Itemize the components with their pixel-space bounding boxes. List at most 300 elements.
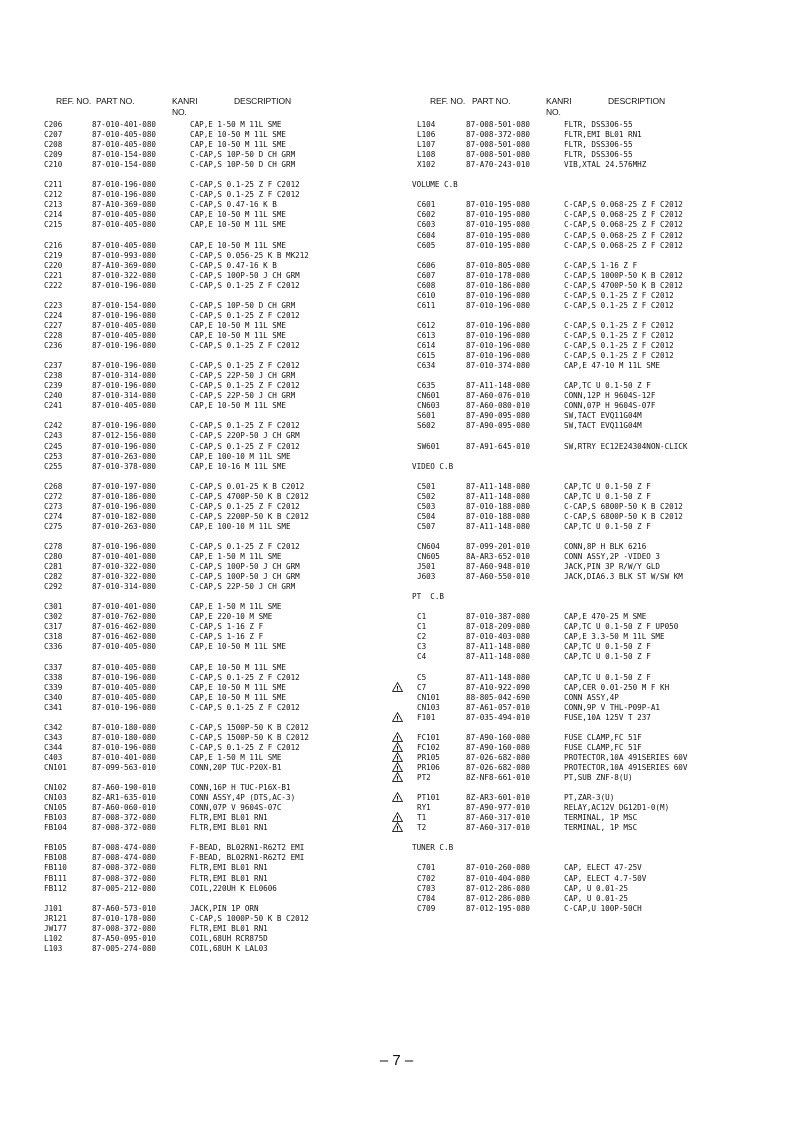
part-description: C-CAP,S 100P-50 J CH GRM bbox=[190, 572, 300, 582]
row-spacer bbox=[412, 723, 782, 733]
part-description: C-CAP,S 0.068-25 Z F C2012 bbox=[564, 200, 683, 210]
part-description: CAP,CER 0.01-250 M F KH bbox=[564, 682, 670, 692]
part-no: 87-010-196-080 bbox=[92, 280, 157, 290]
parts-row bbox=[44, 793, 384, 803]
part-no: 87-010-322-080 bbox=[92, 572, 157, 582]
part-description: CAP,E 10-50 M 11L SME bbox=[190, 240, 287, 250]
part-description: C-CAP,S 1-16 Z F bbox=[190, 632, 264, 642]
parts-row bbox=[44, 442, 384, 452]
part-no: 87-A11-148-080 bbox=[466, 521, 531, 531]
part-no: 87-005-212-080 bbox=[92, 883, 157, 893]
part-no: 87-A11-148-080 bbox=[466, 642, 531, 652]
parts-row bbox=[44, 271, 384, 281]
parts-row bbox=[44, 140, 384, 150]
parts-row bbox=[396, 823, 782, 833]
part-description: CAP,E 10-50 M 11L SME bbox=[190, 682, 287, 692]
part-description: JACK,PIN 1P ORN bbox=[190, 903, 259, 913]
row-spacer bbox=[44, 351, 384, 361]
part-no: 87-A60-317-010 bbox=[466, 823, 531, 833]
section-title: TUNER C.B bbox=[412, 843, 454, 853]
part-description: CONN,8P H BLK 6216 bbox=[564, 541, 647, 551]
ref-no: CN102 bbox=[44, 783, 67, 793]
parts-row bbox=[44, 874, 384, 884]
part-description: C-CAP,S 1500P-50 K B C2012 bbox=[190, 732, 309, 742]
part-description: FLTR,EMI BL01 RN1 bbox=[190, 923, 268, 933]
ref-no: C615 bbox=[417, 351, 436, 361]
part-description: CAP,E 10-50 M 11L SME bbox=[190, 662, 287, 672]
part-no: 87-010-196-080 bbox=[92, 310, 157, 320]
parts-list-left bbox=[44, 120, 384, 954]
ref-no: C210 bbox=[44, 160, 63, 170]
parts-row bbox=[44, 562, 384, 572]
parts-row bbox=[44, 552, 384, 562]
ref-no: C223 bbox=[44, 300, 63, 310]
part-no: 87-A90-095-080 bbox=[466, 421, 531, 431]
part-no: 87-010-263-080 bbox=[92, 451, 157, 461]
part-no: 87-010-195-080 bbox=[466, 200, 531, 210]
part-no: 87-010-387-080 bbox=[466, 612, 531, 622]
part-no: 87-010-263-080 bbox=[92, 521, 157, 531]
part-description: C-CAP,S 0.1-25 Z F C2012 bbox=[190, 180, 300, 190]
part-description: CAP,E 1-50 M 11L SME bbox=[190, 602, 282, 612]
part-no: 87-010-322-080 bbox=[92, 562, 157, 572]
part-no: 87-010-404-080 bbox=[466, 873, 531, 883]
ref-no: C253 bbox=[44, 451, 63, 461]
part-no: 87-099-201-010 bbox=[466, 541, 531, 551]
ref-no: J603 bbox=[417, 572, 436, 582]
part-no: 87-A90-160-080 bbox=[466, 742, 531, 752]
part-no: 87-010-195-080 bbox=[466, 210, 531, 220]
ref-no: C343 bbox=[44, 732, 63, 742]
ref-no: C608 bbox=[417, 280, 436, 290]
parts-row bbox=[44, 602, 384, 612]
part-no: 87-010-401-080 bbox=[92, 602, 157, 612]
part-no: 87-010-762-080 bbox=[92, 612, 157, 622]
part-description: JACK,DIA6.3 BLK ST W/SW KM bbox=[564, 572, 683, 582]
parts-row bbox=[412, 642, 782, 652]
part-description: C-CAP,S 1000P-50 K B C2012 bbox=[564, 270, 683, 280]
parts-row bbox=[396, 682, 782, 693]
ref-no: C207 bbox=[44, 130, 63, 140]
parts-row bbox=[396, 732, 782, 743]
part-description: FUSE CLAMP,FC 51F bbox=[564, 732, 642, 742]
parts-row bbox=[412, 361, 782, 371]
part-no: 87-A60-948-010 bbox=[466, 562, 531, 572]
part-description: C-CAP,S 0.1-25 Z F C2012 bbox=[190, 501, 300, 511]
parts-row bbox=[412, 130, 782, 140]
section-title: PT C.B bbox=[412, 592, 445, 602]
parts-row bbox=[44, 843, 384, 853]
ref-no: C5 bbox=[417, 672, 427, 682]
svg-text:!: ! bbox=[396, 736, 399, 742]
row-spacer bbox=[412, 452, 782, 462]
part-description: C-CAP,S 10P-50 D CH GRM bbox=[190, 300, 296, 310]
part-description: C-CAP,S 0.1-25 Z F C2012 bbox=[190, 361, 300, 371]
part-no: 87-A61-057-010 bbox=[466, 702, 531, 712]
part-description: CAP,TC U 0.1-50 Z F bbox=[564, 381, 651, 391]
part-no: 87-A60-317-010 bbox=[466, 813, 531, 823]
parts-row bbox=[412, 803, 782, 813]
header-kanri: KANRI NO. bbox=[172, 96, 198, 117]
parts-row bbox=[44, 663, 384, 673]
ref-no: C209 bbox=[44, 150, 63, 160]
parts-row bbox=[412, 512, 782, 522]
part-description: C-CAP,S 0.1-25 Z F C2012 bbox=[190, 381, 300, 391]
part-no: 87-010-314-080 bbox=[92, 582, 157, 592]
ref-no: C245 bbox=[44, 441, 63, 451]
part-no: 87-010-196-080 bbox=[92, 190, 157, 200]
parts-row bbox=[44, 944, 384, 954]
part-no: 87-A10-922-090 bbox=[466, 682, 531, 692]
parts-row bbox=[44, 673, 384, 683]
part-no: 87-012-195-080 bbox=[466, 903, 531, 913]
ref-no: C501 bbox=[417, 481, 436, 491]
row-spacer bbox=[412, 783, 782, 793]
ref-no: C228 bbox=[44, 330, 63, 340]
parts-row bbox=[412, 492, 782, 502]
part-description: FLTR,EMI BL01 RN1 bbox=[190, 823, 268, 833]
section-title: VOLUME C.B bbox=[412, 180, 458, 190]
part-no: 87-008-372-080 bbox=[92, 923, 157, 933]
safety-warning-icon bbox=[392, 752, 403, 762]
parts-row bbox=[44, 261, 384, 271]
parts-row bbox=[44, 251, 384, 261]
part-no: 87-010-403-080 bbox=[466, 632, 531, 642]
ref-no: C612 bbox=[417, 320, 436, 330]
ref-no: CN101 bbox=[417, 692, 440, 702]
part-no: 87-005-274-080 bbox=[92, 943, 157, 953]
row-spacer bbox=[412, 190, 782, 200]
part-no: 87-010-322-080 bbox=[92, 270, 157, 280]
part-no: 87-A11-148-080 bbox=[466, 652, 531, 662]
parts-row bbox=[44, 823, 384, 833]
row-spacer bbox=[412, 663, 782, 673]
ref-no: C211 bbox=[44, 180, 63, 190]
part-description: CAP,E 10-50 M 11L SME bbox=[190, 140, 287, 150]
part-no: 87-010-196-080 bbox=[92, 742, 157, 752]
parts-row bbox=[412, 552, 782, 562]
parts-row bbox=[44, 401, 384, 411]
svg-text:!: ! bbox=[396, 776, 399, 783]
part-no: 87-010-374-080 bbox=[466, 361, 531, 371]
parts-row bbox=[44, 241, 384, 251]
part-description: C-CAP,S 1-16 Z F bbox=[564, 260, 638, 270]
part-no: 87-010-405-080 bbox=[92, 140, 157, 150]
part-no: 87-008-372-080 bbox=[92, 823, 157, 833]
part-no: 87-010-180-080 bbox=[92, 732, 157, 742]
part-description: C-CAP,S 10P-50 D CH GRM bbox=[190, 160, 296, 170]
parts-row bbox=[44, 632, 384, 642]
parts-row bbox=[44, 371, 384, 381]
part-description: CAP,E 220-10 M SME bbox=[190, 612, 273, 622]
part-description: CAP,E 1-50 M 11L SME bbox=[190, 752, 282, 762]
part-description: CAP,E 10-50 M 11L SME bbox=[190, 130, 287, 140]
parts-row bbox=[412, 411, 782, 421]
ref-no: C208 bbox=[44, 140, 63, 150]
parts-row bbox=[412, 391, 782, 401]
column-header bbox=[44, 94, 384, 120]
parts-row bbox=[44, 492, 384, 502]
ref-no: C216 bbox=[44, 240, 63, 250]
ref-no: FB110 bbox=[44, 863, 67, 873]
part-description: C-CAP,S 0.1-25 Z F C2012 bbox=[564, 330, 674, 340]
part-no: 87-A91-645-010 bbox=[466, 441, 531, 451]
row-spacer bbox=[44, 894, 384, 904]
ref-no: CN101 bbox=[44, 763, 67, 772]
parts-row bbox=[396, 773, 782, 783]
parts-row bbox=[396, 763, 782, 773]
parts-row bbox=[412, 542, 782, 552]
ref-no: C606 bbox=[417, 260, 436, 270]
part-no: 87-010-188-080 bbox=[466, 511, 531, 521]
svg-text:!: ! bbox=[396, 685, 399, 692]
part-no: 87-010-186-080 bbox=[466, 280, 531, 290]
ref-no: CN103 bbox=[417, 702, 440, 712]
column-header bbox=[412, 94, 782, 120]
row-spacer bbox=[44, 713, 384, 723]
part-no: 87-010-196-080 bbox=[92, 672, 157, 682]
row-spacer bbox=[412, 472, 782, 482]
header-description: DESCRIPTION bbox=[608, 96, 665, 106]
part-no: 87-A50-095-010 bbox=[92, 933, 157, 943]
part-description: C-CAP,S 0.1-25 Z F C2012 bbox=[564, 320, 674, 330]
parts-row bbox=[412, 241, 782, 251]
part-no: 87-012-286-080 bbox=[466, 893, 531, 903]
parts-row bbox=[412, 502, 782, 512]
part-no: 87-008-372-080 bbox=[92, 863, 157, 873]
ref-no: C255 bbox=[44, 461, 63, 471]
part-no: 8Z-AR1-635-010 bbox=[92, 793, 157, 803]
part-description: CAP,E 3.3-50 M 11L SME bbox=[564, 632, 665, 642]
safety-warning-icon bbox=[392, 792, 403, 802]
part-description: PROTECTOR,10A 491SERIES 60V bbox=[564, 752, 688, 762]
part-description: C-CAP,S 4700P-50 K B C2012 bbox=[190, 491, 309, 501]
ref-no: C219 bbox=[44, 250, 63, 260]
part-description: CAP,TC U 0.1-50 Z F bbox=[564, 652, 651, 662]
part-no: 87-008-501-080 bbox=[466, 150, 531, 160]
parts-row bbox=[412, 884, 782, 894]
part-description: COIL,220UH K EL0606 bbox=[190, 883, 277, 893]
ref-no: C603 bbox=[417, 220, 436, 230]
parts-row bbox=[412, 120, 782, 130]
part-no: 87-008-372-080 bbox=[92, 873, 157, 883]
ref-no: C222 bbox=[44, 280, 63, 290]
part-no: 87-010-186-080 bbox=[92, 491, 157, 501]
part-no: 87-012-286-080 bbox=[466, 883, 531, 893]
part-description: CAP,E 10-50 M 11L SME bbox=[190, 320, 287, 330]
part-description: C-CAP,S 0.01-25 K B C2012 bbox=[190, 481, 305, 491]
ref-no: C611 bbox=[417, 300, 436, 310]
part-description: FLTR, DSS306-55 bbox=[564, 140, 633, 150]
part-no: 87-008-474-080 bbox=[92, 853, 157, 863]
part-no: 87-010-195-080 bbox=[466, 240, 531, 250]
part-no: 87-A60-080-010 bbox=[466, 401, 531, 411]
parts-row bbox=[44, 301, 384, 311]
parts-row bbox=[44, 542, 384, 552]
ref-no: CN604 bbox=[417, 541, 440, 551]
part-description: CAP,TC U 0.1-50 Z F bbox=[564, 642, 651, 652]
parts-row bbox=[44, 522, 384, 532]
header-ref-no: REF. NO. bbox=[430, 96, 466, 106]
part-description: C-CAP,S 6800P-50 K B C2012 bbox=[564, 501, 683, 511]
parts-row bbox=[44, 813, 384, 823]
parts-row bbox=[412, 572, 782, 582]
part-no: 87-010-405-080 bbox=[92, 662, 157, 672]
part-no: 87-010-196-080 bbox=[92, 180, 157, 190]
ref-no: CN103 bbox=[44, 793, 67, 803]
parts-row bbox=[44, 924, 384, 934]
ref-no: CN605 bbox=[417, 552, 440, 562]
row-spacer bbox=[44, 411, 384, 421]
part-description: C-CAP,S 220P-50 J CH GRM bbox=[190, 431, 300, 441]
ref-no: C215 bbox=[44, 220, 63, 230]
part-description: C-CAP,U 100P-50CH bbox=[564, 903, 642, 913]
part-description: C-CAP,S 0.1-25 Z F C2012 bbox=[190, 280, 300, 290]
parts-row bbox=[44, 622, 384, 632]
safety-warning-icon bbox=[392, 822, 403, 832]
part-no: 87-010-405-080 bbox=[92, 330, 157, 340]
part-description: C-CAP,S 0.1-25 Z F C2012 bbox=[564, 300, 674, 310]
part-no: 87-010-196-080 bbox=[466, 300, 531, 310]
part-no: 87-A90-977-010 bbox=[466, 803, 531, 813]
part-description: CAP,E 10-50 M 11L SME bbox=[190, 330, 287, 340]
part-no: 87-026-682-080 bbox=[466, 752, 531, 762]
ref-no: S601 bbox=[417, 411, 436, 421]
part-no: 87-A60-076-010 bbox=[466, 391, 531, 401]
part-no: 87-010-405-080 bbox=[92, 401, 157, 411]
part-no: 87-010-197-080 bbox=[92, 481, 157, 491]
ref-no: FB103 bbox=[44, 813, 67, 823]
part-description: FLTR,EMI BL01 RN1 bbox=[564, 130, 642, 140]
part-description: CAP,E 10-50 M 11L SME bbox=[190, 210, 287, 220]
parts-row bbox=[412, 301, 782, 311]
part-no: 87-010-405-080 bbox=[92, 682, 157, 692]
part-no: 87-A11-148-080 bbox=[466, 491, 531, 501]
ref-no: PR106 bbox=[417, 763, 440, 772]
part-description: C-CAP,S 0.1-25 Z F C2012 bbox=[190, 742, 300, 752]
safety-warning-icon bbox=[392, 712, 403, 722]
part-description: C-CAP,S 0.1-25 Z F C2012 bbox=[190, 310, 300, 320]
part-description: C-CAP,S 0.1-25 Z F C2012 bbox=[190, 341, 300, 351]
part-description: CAP, ELECT 47-25V bbox=[564, 863, 642, 873]
part-no: 87-010-314-080 bbox=[92, 391, 157, 401]
ref-no: C227 bbox=[44, 320, 63, 330]
parts-row bbox=[44, 341, 384, 351]
part-no: 87-010-154-080 bbox=[92, 160, 157, 170]
parts-row bbox=[44, 723, 384, 733]
part-description: FLTR, DSS306-55 bbox=[564, 120, 633, 129]
parts-row bbox=[44, 914, 384, 924]
part-no: 87-010-196-080 bbox=[466, 341, 531, 351]
part-no: 87-A60-060-010 bbox=[92, 803, 157, 813]
svg-text:!: ! bbox=[396, 716, 399, 722]
ref-no: C604 bbox=[417, 230, 436, 240]
section-title: VIDEO C.B bbox=[412, 461, 454, 471]
parts-row bbox=[412, 150, 782, 160]
part-description: CONN,16P H TUC-P16X-B1 bbox=[190, 783, 291, 793]
part-description: F-BEAD, BL02RN1-R62T2 EMI bbox=[190, 843, 305, 853]
ref-no: C340 bbox=[44, 692, 63, 702]
part-description: COIL,68UH K LAL03 bbox=[190, 943, 268, 953]
part-description: CAP,E 470-25 M SME bbox=[564, 612, 647, 622]
part-no: 87-010-195-080 bbox=[466, 230, 531, 240]
parts-row bbox=[44, 130, 384, 140]
part-no: 87-016-462-080 bbox=[92, 622, 157, 632]
ref-no: C342 bbox=[44, 722, 63, 732]
parts-column-right bbox=[396, 94, 782, 914]
row-spacer bbox=[44, 532, 384, 542]
parts-row bbox=[44, 160, 384, 170]
part-no: 87-010-196-080 bbox=[466, 290, 531, 300]
parts-row bbox=[44, 462, 384, 472]
parts-row bbox=[412, 652, 782, 662]
parts-row bbox=[44, 220, 384, 230]
part-description: PT,SUB ZNF-8(U) bbox=[564, 773, 633, 783]
ref-no: FB112 bbox=[44, 883, 67, 893]
ref-no: C634 bbox=[417, 361, 436, 371]
part-no: 87-010-154-080 bbox=[92, 150, 157, 160]
part-description: FUSE CLAMP,FC 51F bbox=[564, 742, 642, 752]
ref-no: C610 bbox=[417, 290, 436, 300]
parts-row bbox=[412, 673, 782, 683]
part-description: CONN,07P V 9604S-07C bbox=[190, 803, 282, 813]
row-spacer bbox=[412, 833, 782, 843]
ref-no: C2 bbox=[417, 632, 427, 642]
ref-no: FB111 bbox=[44, 873, 67, 883]
parts-row bbox=[412, 210, 782, 220]
ref-no: C635 bbox=[417, 381, 436, 391]
parts-row bbox=[44, 703, 384, 713]
part-no: 87-008-501-080 bbox=[466, 120, 531, 129]
parts-row bbox=[412, 200, 782, 210]
parts-row bbox=[412, 612, 782, 622]
part-description: JACK,PIN 3P R/W/Y GLD bbox=[564, 562, 661, 572]
part-no: 87-010-196-080 bbox=[92, 541, 157, 551]
ref-no: C282 bbox=[44, 572, 63, 582]
parts-row bbox=[44, 853, 384, 863]
parts-row bbox=[44, 150, 384, 160]
parts-row bbox=[44, 502, 384, 512]
ref-no: RY1 bbox=[417, 803, 431, 813]
part-description: CONN ASSY,4P (DTS,AC-3) bbox=[190, 793, 296, 803]
ref-no: FC101 bbox=[417, 732, 440, 742]
parts-row bbox=[44, 572, 384, 582]
ref-no: C507 bbox=[417, 521, 436, 531]
ref-no: C274 bbox=[44, 511, 63, 521]
ref-no: C236 bbox=[44, 341, 63, 351]
parts-row bbox=[44, 120, 384, 130]
parts-row bbox=[412, 482, 782, 492]
ref-no: C601 bbox=[417, 200, 436, 210]
ref-no: L108 bbox=[417, 150, 436, 160]
header-part-no: PART NO. bbox=[472, 96, 511, 106]
parts-row bbox=[396, 742, 782, 753]
parts-row bbox=[396, 813, 782, 823]
ref-no: J501 bbox=[417, 562, 436, 572]
svg-text:!: ! bbox=[396, 756, 399, 762]
part-description: PT,ZAR-3(U) bbox=[564, 793, 615, 803]
ref-no: C268 bbox=[44, 481, 63, 491]
part-no: 87-010-378-080 bbox=[92, 461, 157, 471]
row-spacer bbox=[412, 853, 782, 863]
ref-no: C704 bbox=[417, 893, 436, 903]
part-description: CAP, U 0.01-25 bbox=[564, 893, 629, 903]
parts-row bbox=[412, 351, 782, 361]
ref-no: C214 bbox=[44, 210, 63, 220]
ref-no: C341 bbox=[44, 702, 63, 712]
part-no: 8A-AR3-652-010 bbox=[466, 552, 531, 562]
ref-no: L103 bbox=[44, 943, 63, 953]
